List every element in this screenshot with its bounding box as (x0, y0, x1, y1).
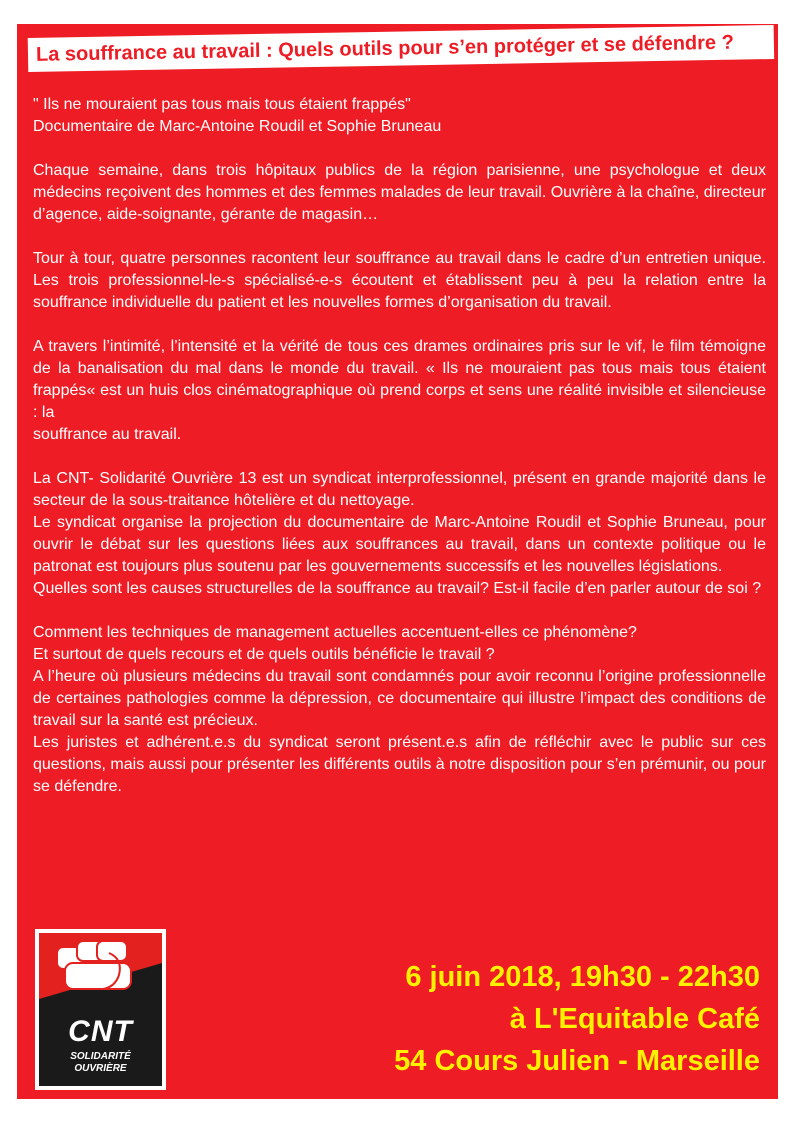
logo-line-1: SOLIDARITÉ (70, 1051, 131, 1062)
debate-text-3: A l’heure où plusieurs médecins du travail sont condamnés pour avoir reconnu l’origine professionnelle de certaines pathologies comme la dépression, ce documentaire qui illustre l’impact des conditions de travail sur la santé est précieux. (33, 668, 766, 729)
synopsis-text: Chaque semaine, dans trois hôpitaux publics de la région parisienne, une psychologue et deux médecins reçoivent des hommes et des femmes malades de leur travail. Ouvrière à la chaîne, directeur d’agence, aide-soignante, gérante de magasin… (33, 162, 766, 223)
event-info (394, 956, 760, 1082)
union-text-1: La CNT- Solidarité Ouvrière 13 est un syndicat interprofessionnel, présent en grande majorité dans le secteur de la sous-traitance hôtelière et du nettoyage. (33, 470, 766, 509)
event-address: 54 Cours Julien - Marseille (394, 1045, 760, 1077)
paragraph-debate (33, 622, 766, 798)
debate-text-1: Comment les techniques de management actuelles accentuent-elles ce phénomène? (33, 624, 637, 641)
paragraph-union (33, 468, 766, 600)
debate-text-2: Et surtout de quels recours et de quels outils bénéficie le travail ? (33, 646, 495, 663)
testimonies-text: Tour à tour, quatre personnes racontent leur souffrance au travail dans le cadre d’un entretien unique. Les trois professionnel-le-s spécialisé-e-s écoutent et établissent peu à peu la relation entre la souffrance individuelle du patient et les nouvelles formes d’organisation du travail. (33, 250, 766, 311)
paragraph-synopsis (33, 160, 766, 226)
logo-line-2: OUVRIÈRE (74, 1063, 127, 1074)
logo-subtitle (39, 1051, 162, 1075)
event-date: 6 juin 2018, 19h30 - 22h30 (405, 961, 760, 993)
film-credit: Documentaire de Marc-Antoine Roudil et Sophie Bruneau (33, 118, 442, 135)
debate-text-4: Les juristes et adhérent.e.s du syndicat seront présent.e.s afin de réfléchir avec le public sur ces questions, mais aussi pour présenter les différents outils à notre disposition pour s’en prémunir, ou pour se défendre. (33, 734, 766, 795)
union-text-3: Quelles sont les causes structurelles de la souffrance au travail? Est-il facile d’en parler autour de soi ? (33, 580, 762, 597)
film-text-end: souffrance au travail. (33, 426, 182, 443)
paragraph-intro (33, 94, 766, 138)
page-title: La souffrance au travail : Quels outils pour s’en protéger et se défendre ? (28, 25, 774, 72)
film-title: " Ils ne mouraient pas tous mais tous étaient frappés" (33, 96, 411, 113)
logo-cnt-text: CNT (68, 1015, 133, 1048)
cnt-logo (35, 929, 166, 1090)
union-text-2: Le syndicat organise la projection du documentaire de Marc-Antoine Roudil et Sophie Bruneau, pour ouvrir le débat sur les questions liées aux souffrances au travail, dans un contexte politique ou le patronat est toujours plus soutenu par les gouvernements successifs et les nouvelles législations. (33, 514, 766, 575)
body-text (33, 94, 766, 798)
paragraph-testimonies (33, 248, 766, 314)
event-venue: à L'Equitable Café (509, 1003, 760, 1035)
film-text: A travers l’intimité, l’intensité et la vérité de tous ces drames ordinaires pris sur le vif, le film témoigne de la banalisation du mal dans le monde du travail. « Ils ne mouraient pas tous mais tous étaient frappés« est un huis clos cinématographique où prend corps et sens une réalité invisible et silencieuse : la (33, 338, 766, 421)
paragraph-film (33, 336, 766, 446)
